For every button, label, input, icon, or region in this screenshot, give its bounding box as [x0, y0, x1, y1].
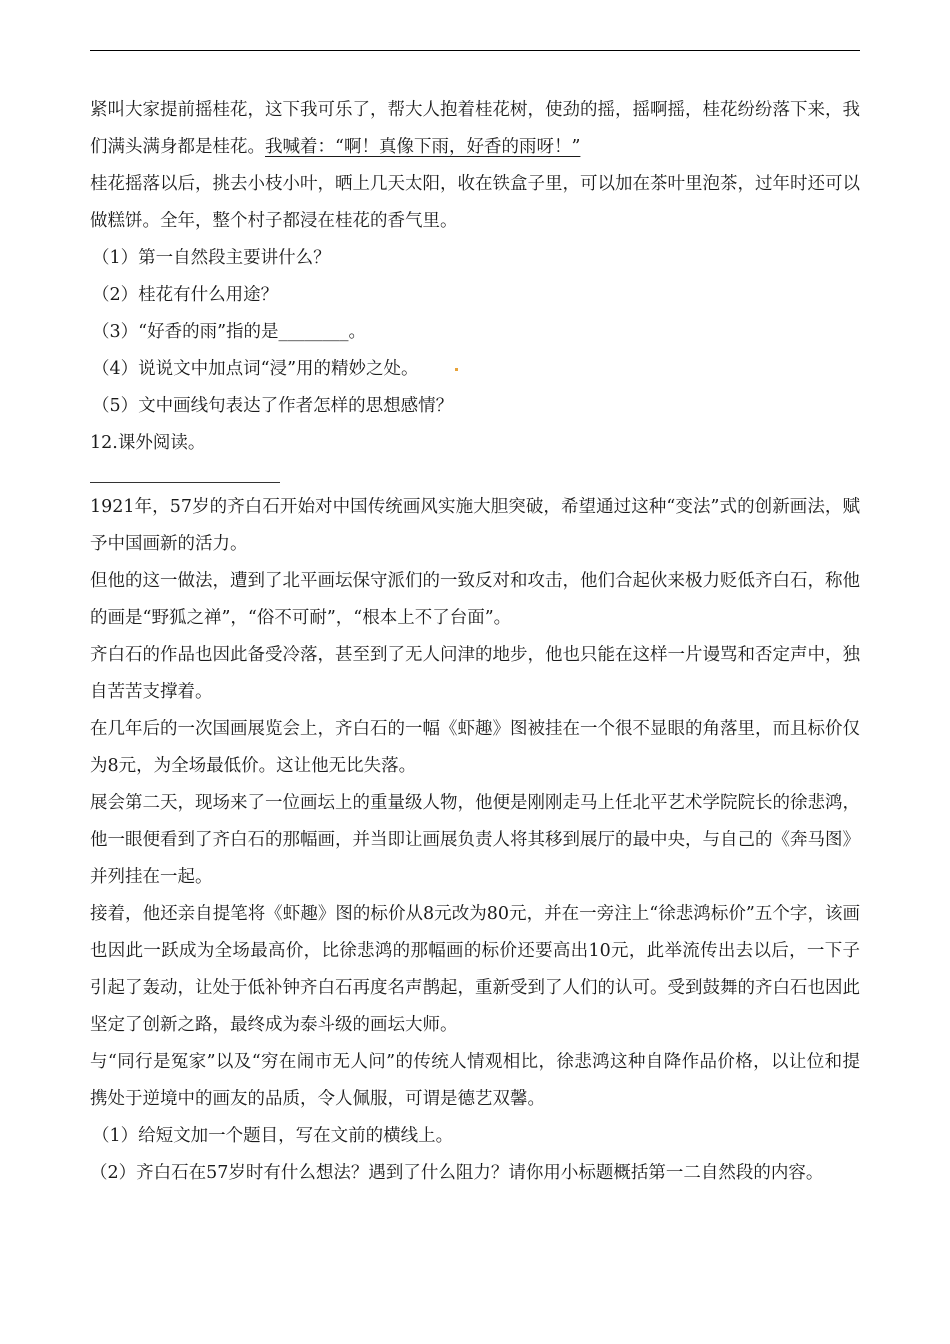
passage-a-paragraph-2: 桂花摇落以后，挑去小枝小叶，晒上几天太阳，收在铁盒子里，可以加在茶叶里泡茶，过年时还可以做糕饼。全年，整个村子都浸在桂花的香气里。: [90, 174, 860, 231]
passage-a-p1-text: 紧叫大家提前摇桂花，这下我可乐了，帮大人抱着桂花树，使劲的摇，摇啊摇，桂花纷纷落下来，我们满头满身都是桂花。: [90, 100, 860, 157]
section-12-paragraph-7: 与“同行是冤家”以及“穷在闹市无人问”的传统人情观相比，徐悲鸿这种自降作品价格，以让位和提携处于逆境中的画友的品质，令人佩服，可谓是德艺双馨。: [90, 1052, 860, 1109]
question-12-1: （1）给短文加一个题目，写在文前的横线上。: [92, 1126, 454, 1146]
question-12-2: （2）齐白石在57岁时有什么想法？遇到了什么阻力？请你用小标题概括第一二自然段的内容。: [90, 1163, 824, 1183]
section-12-heading: 12.课外阅读。: [90, 433, 206, 453]
passage-a-paragraph-1: [90, 92, 860, 166]
document-content: [90, 92, 860, 1192]
orange-dot-mark: [455, 368, 458, 371]
question-a-5: （5）文中画线句表达了作者怎样的思想感情？: [92, 396, 454, 416]
section-12-paragraph-3: 齐白石的作品也因此备受冷落，甚至到了无人问津的地步，他也只能在这样一片谩骂和否定声中，独自苦苦支撑着。: [90, 645, 860, 702]
section-12-paragraph-5: 展会第二天，现场来了一位画坛上的重量级人物，他便是刚刚走马上任北平艺术学院院长的徐悲鸿，他一眼便看到了齐白石的那幅画，并当即让画展负责人将其移到展厅的最中央，与自己的《奔马图》并列挂在一起。: [90, 793, 860, 887]
section-12-paragraph-6: 接着，他还亲自提笔将《虾趣》图的标价从8元改为80元，并在一旁注上“徐悲鸿标价”五个字，该画也因此一跃成为全场最高价，比徐悲鸿的那幅画的标价还要高出10元，此举流传出去以后，一下子引起了轰动，让处于低补钟齐白石再度名声鹊起，重新受到了人们的认可。受到鼓舞的齐白石也因此坚定了创新之路，最终成为泰斗级的画坛大师。: [90, 904, 860, 1035]
section-12-paragraph-4: 在几年后的一次国画展览会上，齐白石的一幅《虾趣》图被挂在一个很不显眼的角落里，而且标价仅为8元，为全场最低价。这让他无比失落。: [90, 719, 860, 776]
question-a-2: （2）桂花有什么用途？: [92, 285, 279, 305]
section-12-paragraph-1: 1921年，57岁的齐白石开始对中国传统画风实施大胆突破，希望通过这种“变法”式的创新画法，赋予中国画新的活力。: [90, 497, 860, 554]
question-a-4: [90, 351, 860, 388]
header-rule: [90, 50, 860, 51]
underlined-sentence: 我喊着：“啊！真像下雨，好香的雨呀！”: [265, 137, 581, 157]
title-blank-line[interactable]: [90, 462, 280, 483]
question-a-1: （1）第一自然段主要讲什么？: [92, 248, 331, 268]
section-12-paragraph-2: 但他的这一做法，遭到了北平画坛保守派们的一致反对和攻击，他们合起伙来极力贬低齐白石，称他的画是“野狐之禅”，“俗不可耐”，“根本上不了台面”。: [90, 571, 860, 628]
question-a-3: （3）“好香的雨”指的是________。: [92, 322, 367, 342]
question-a-4-text: （4）说说文中加点词“浸”用的精妙之处。: [92, 359, 419, 379]
